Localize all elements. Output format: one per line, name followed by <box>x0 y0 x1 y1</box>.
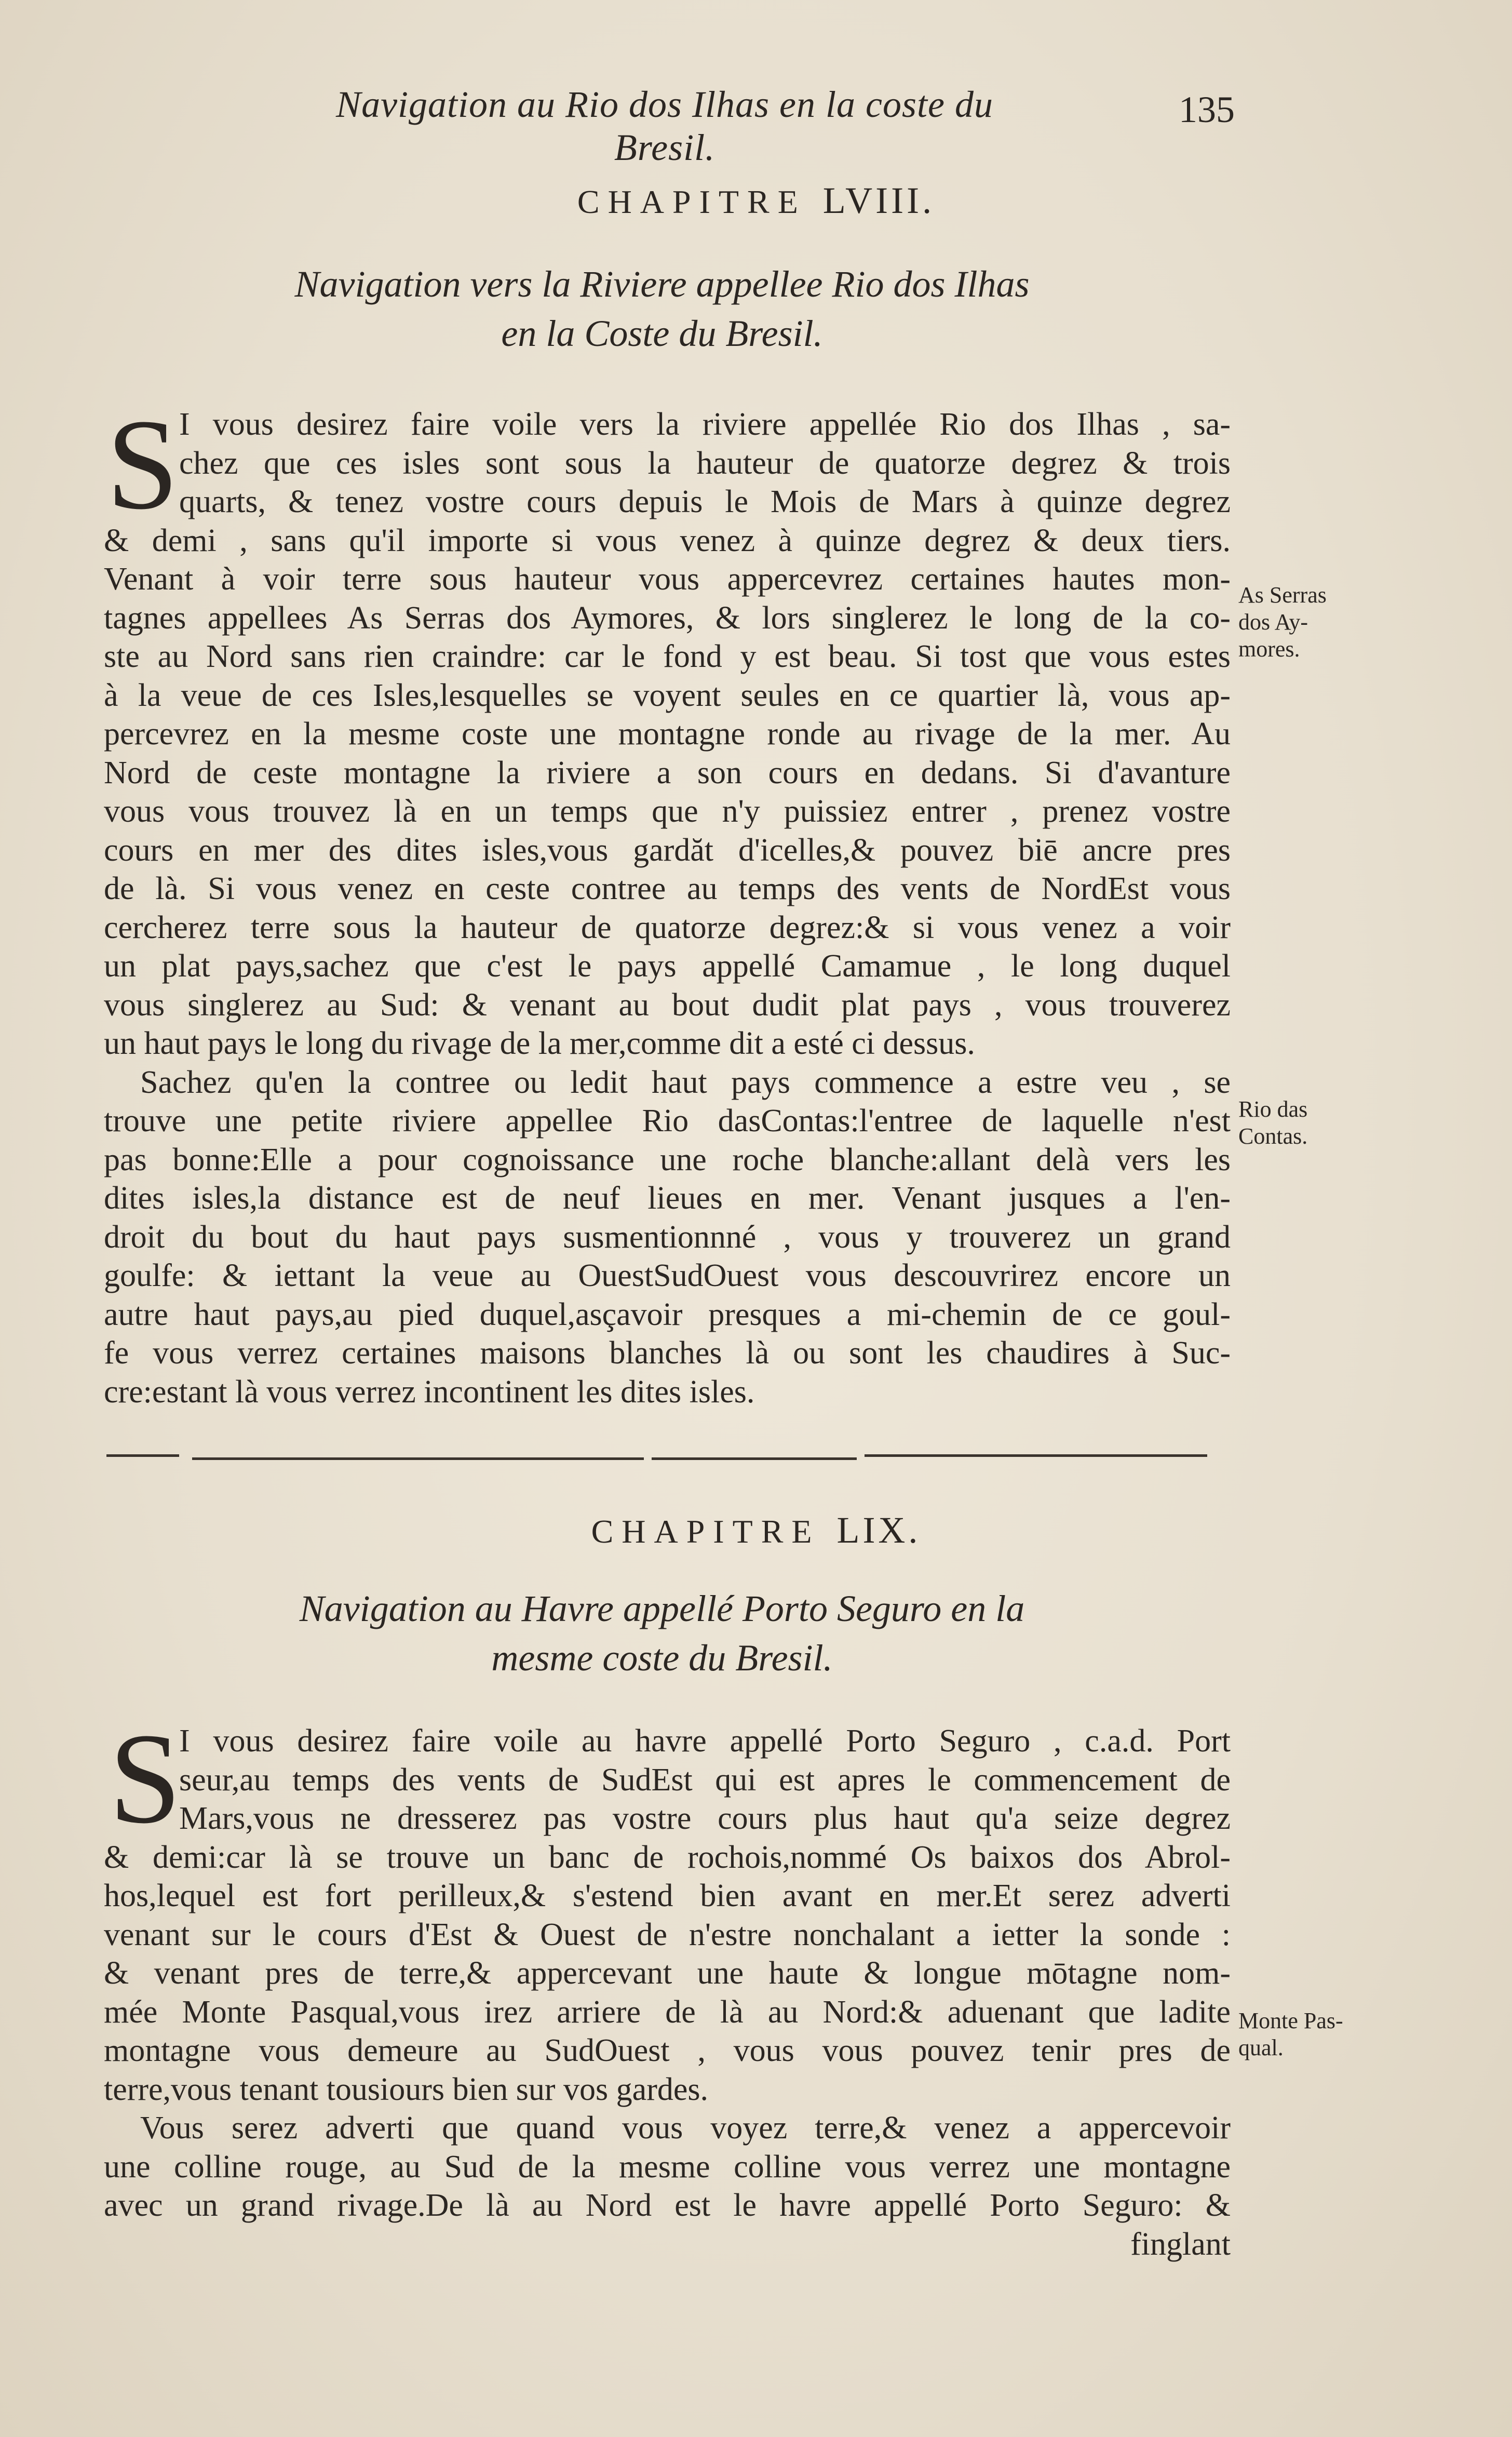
chapter-58-subtitle <box>260 260 1064 358</box>
text-line: vous vous trouvez là en un temps que n'y puissiez entrer , prenez vostre <box>104 794 1231 829</box>
divider-rule <box>865 1454 1207 1457</box>
text-line: goulfe: & iettant la veue au OuestSudOuest vous descouvrirez encore un <box>104 1258 1231 1293</box>
chapter-58-subtitle-line-2: en la Coste du Bresil. <box>501 313 823 354</box>
text-line: fe vous verrez certaines maisons blanches là ou sont les chaudires à Suc- <box>104 1335 1231 1371</box>
margin-note-line: Rio das <box>1238 1096 1308 1122</box>
chapter-59-subtitle-line-2: mesme coste du Bresil. <box>491 1637 833 1679</box>
text-line: autre haut pays,au pied duquel,asçavoir presques a mi-chemin de ce goul- <box>104 1296 1231 1332</box>
chapter-59-body <box>104 1722 1231 2264</box>
text-line: mée Monte Pasqual,vous irez arriere de là au Nord:& aduenant que ladite <box>104 1994 1231 2030</box>
text-line: à la veue de ces Isles,lesquelles se voyent seules en ce quartier là, vous ap- <box>104 677 1231 713</box>
text-line: Sachez qu'en la contree ou ledit haut pays commence a estre veu , se <box>140 1064 1231 1100</box>
text-line: Mars,vous ne dresserez pas vostre cours plus haut qu'a seize degrez <box>179 1801 1231 1836</box>
text-line: un plat pays,sachez que c'est le pays appellé Camamue , le long duquel <box>104 948 1231 984</box>
text-line: chez que ces isles sont sous la hauteur de quatorze degrez & trois <box>179 445 1231 481</box>
text-line: de là. Si vous venez en ceste contree au temps des vents de NordEst vous <box>104 871 1231 906</box>
text-line: cercherez terre sous la hauteur de quatorze degrez:& si vous venez a voir <box>104 909 1231 945</box>
text-line: un haut pays le long du rivage de la mer,comme dit a esté ci dessus. <box>104 1026 975 1061</box>
text-line: montagne vous demeure au SudOuest , vous vous pouvez tenir pres de <box>104 2033 1231 2068</box>
chapter-59-word: CHAPITRE <box>591 1513 820 1550</box>
margin-note-line: As Serras <box>1238 582 1327 608</box>
text-line: vous singlerez au Sud: & venant au bout dudit plat pays , vous trouverez <box>104 987 1231 1023</box>
divider-rule <box>106 1454 179 1457</box>
chapter-58-subtitle-line-1: Navigation vers la Riviere appellee Rio dos Ilhas <box>294 263 1030 305</box>
text-line: terre,vous tenant tousiours bien sur vos gardes. <box>104 2071 708 2107</box>
text-line: & demi , sans qu'il importe si vous venez à quinze degrez & deux tiers. <box>104 523 1231 558</box>
text-line: I vous desirez faire voile vers la riviere appellée Rio dos Ilhas , sa- <box>179 407 1231 442</box>
text-line: cours en mer des dites isles,vous gardăt d'icelles,& pouvez biē ancre pres <box>104 832 1231 868</box>
chapter-59-subtitle <box>260 1584 1064 1683</box>
text-line: dites isles,la distance est de neuf lieues en mer. Venant jusques a l'en- <box>104 1181 1231 1216</box>
chapter-59-heading <box>0 1509 1512 1552</box>
chapter-59-number: LIX. <box>836 1509 921 1551</box>
margin-note-line: Contas. <box>1238 1123 1308 1149</box>
text-line: I vous desirez faire voile au havre appellé Porto Seguro , c.a.d. Port <box>179 1723 1231 1759</box>
running-head: Navigation au Rio dos Ilhas en la coste du Bresil. <box>336 84 993 168</box>
chapter-58-word: CHAPITRE <box>577 183 806 220</box>
text-line: avec un grand rivage.De là au Nord est le havre appellé Porto Seguro: & <box>104 2188 1231 2223</box>
text-line: Vous serez adverti que quand vous voyez terre,& venez a appercevoir <box>140 2110 1231 2146</box>
margin-note-line: mores. <box>1238 636 1300 662</box>
margin-note-as-serras <box>1238 582 1384 663</box>
text-line: venant sur le cours d'Est & Ouest de n'estre nonchalant a ietter la sonde : <box>104 1917 1231 1952</box>
text-line: & venant pres de terre,& appercevant une haute & longue mōtagne nom- <box>104 1956 1231 1991</box>
text-line: trouve une petite riviere appellee Rio dasContas:l'entree de laquelle n'est <box>104 1103 1231 1139</box>
page-number: 135 <box>1179 89 1235 130</box>
chapter-58-body <box>104 405 1231 1411</box>
text-line: percevrez en la mesme coste une montagne ronde au rivage de la mer. Au <box>104 716 1231 752</box>
chapter-58-heading <box>0 179 1512 222</box>
text-line: pas bonne:Elle a pour cognoissance une roche blanche:allant delà vers les <box>104 1142 1231 1177</box>
chapter-58-number: LVIII. <box>822 180 935 221</box>
text-line: tagnes appellees As Serras dos Aymores, & lors singlerez le long de la co- <box>104 600 1231 636</box>
catchword: finglant <box>1130 2226 1231 2262</box>
divider-rule <box>652 1457 857 1460</box>
text-line: quarts, & tenez vostre cours depuis le Mois de Mars à quinze degrez <box>179 484 1231 519</box>
chapter-59-subtitle-line-1: Navigation au Havre appellé Porto Seguro en la <box>299 1588 1025 1629</box>
text-line: hos,lequel est fort perilleux,& s'estend bien avant en mer.Et serez adverti <box>104 1878 1231 1913</box>
text-line: & demi:car là se trouve un banc de rochois,nommé Os baixos dos Abrol- <box>104 1839 1231 1875</box>
text-line: seur,au temps des vents de SudEst qui est apres le commencement de <box>179 1762 1231 1798</box>
text-line: Nord de ceste montagne la riviere a son cours en dedans. Si d'avanture <box>104 755 1231 791</box>
margin-note-line: dos Ay- <box>1238 609 1308 635</box>
chapter-58-drop-cap: S <box>106 393 179 537</box>
text-line: Venant à voir terre sous hauteur vous appercevrez certaines hautes mon- <box>104 561 1231 597</box>
margin-note-rio-das-contas <box>1238 1096 1384 1150</box>
text-line: droit du bout du haut pays susmentionnné , vous y trouverez un grand <box>104 1219 1231 1255</box>
margin-note-line: qual. <box>1238 2035 1284 2060</box>
text-line: cre:estant là vous verrez incontinent les dites isles. <box>104 1374 755 1410</box>
divider-rule <box>192 1457 644 1460</box>
margin-note-line: Monte Pas- <box>1238 2008 1343 2033</box>
text-line: ste au Nord sans rien craindre: car le fond y est beau. Si tost que vous estes <box>104 639 1231 674</box>
text-line: une colline rouge, au Sud de la mesme colline vous verrez une montagne <box>104 2149 1231 2185</box>
chapter-59-drop-cap: S <box>109 1707 182 1851</box>
margin-note-monte-pasqual <box>1238 2007 1384 2061</box>
